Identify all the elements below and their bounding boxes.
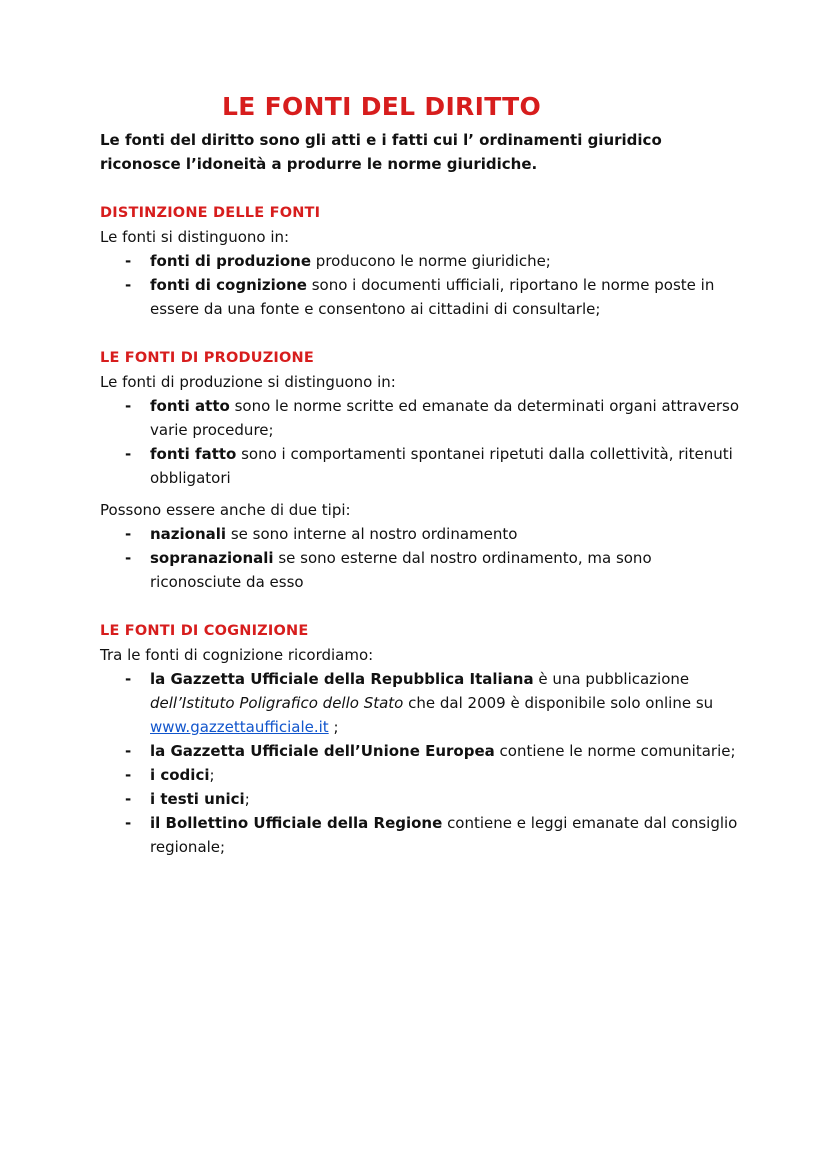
distinzione-lead: Le fonti si distinguono in: [100,228,290,246]
produzione-lead-2: Possono essere anche di due tipi: [100,501,351,519]
document-page [100,90,740,859]
list-item-term: la Gazzetta Ufficiale della Repubblica Italiana [150,670,534,688]
list-item-text: sono le norme scritte ed emanate da determinati organi attraverso varie procedure; [150,397,740,439]
produzione-lead: Le fonti di produzione si distinguono in: [100,373,396,391]
list-item [100,763,740,787]
list-item-text: ; [328,718,339,736]
list-item [100,249,740,273]
distinzione-list [100,249,740,321]
cognizione-lead: Tra le fonti di cognizione ricordiamo: [100,646,374,664]
list-item-text: producono le norme giuridiche; [311,252,551,270]
list-item-term: i testi unici [150,790,245,808]
list-item-term: sopranazionali [150,549,274,567]
section-heading-cognizione: LE FONTI DI COGNIZIONE [100,623,309,639]
list-item-italic: dell’Istituto Poligrafico dello Stato [150,694,404,712]
list-item-term: fonti di produzione [150,252,312,270]
list-item [100,667,740,739]
list-item [100,546,740,594]
list-item [100,811,740,859]
list-item-text: contiene le norme comunitarie; [494,742,736,760]
list-item-term: nazionali [150,525,227,543]
list-item-text: contiene e leggi emanate dal consiglio regionale; [150,814,738,856]
produzione-tipi-list [100,522,740,594]
page-title: LE FONTI DEL DIRITTO [222,92,542,121]
list-item-term: fonti fatto [150,445,237,463]
list-item-text: ; [209,766,215,784]
list-item [100,522,740,546]
list-item-text: ; [244,790,250,808]
list-item-text: è una pubblicazione [533,670,690,688]
list-item-term: il Bollettino Ufficiale della Regione [150,814,443,832]
list-item [100,739,740,763]
list-item-text: che dal 2009 è disponibile solo online su [403,694,714,712]
list-item [100,273,740,321]
list-item-term: i codici [150,766,210,784]
gazzetta-link[interactable]: www.gazzettaufficiale.it [150,718,329,736]
list-item-text: sono i documenti ufficiali, riportano le norme poste in essere da una fonte e consentono ai cittadini di consultarle; [150,276,715,318]
list-item-term: la Gazzetta Ufficiale dell’Unione Europea [150,742,495,760]
list-item [100,394,740,442]
cognizione-list [100,667,740,859]
list-item [100,787,740,811]
list-item-term: fonti di cognizione [150,276,307,294]
intro-paragraph: Le fonti del diritto sono gli atti e i fatti cui l’ ordinamenti giuridico riconosce l’idoneità a produrre le norme giuridiche. [100,131,662,173]
section-heading-produzione: LE FONTI DI PRODUZIONE [100,350,314,366]
list-item-text: sono i comportamenti spontanei ripetuti dalla collettività, ritenuti obbligatori [150,445,733,487]
section-heading-distinzione: DISTINZIONE DELLE FONTI [100,205,321,221]
produzione-list [100,394,740,490]
list-item-text: se sono esterne dal nostro ordinamento, ma sono riconosciute da esso [150,549,652,591]
list-item-text: se sono interne al nostro ordinamento [226,525,518,543]
list-item-term: fonti atto [150,397,230,415]
list-item [100,442,740,490]
